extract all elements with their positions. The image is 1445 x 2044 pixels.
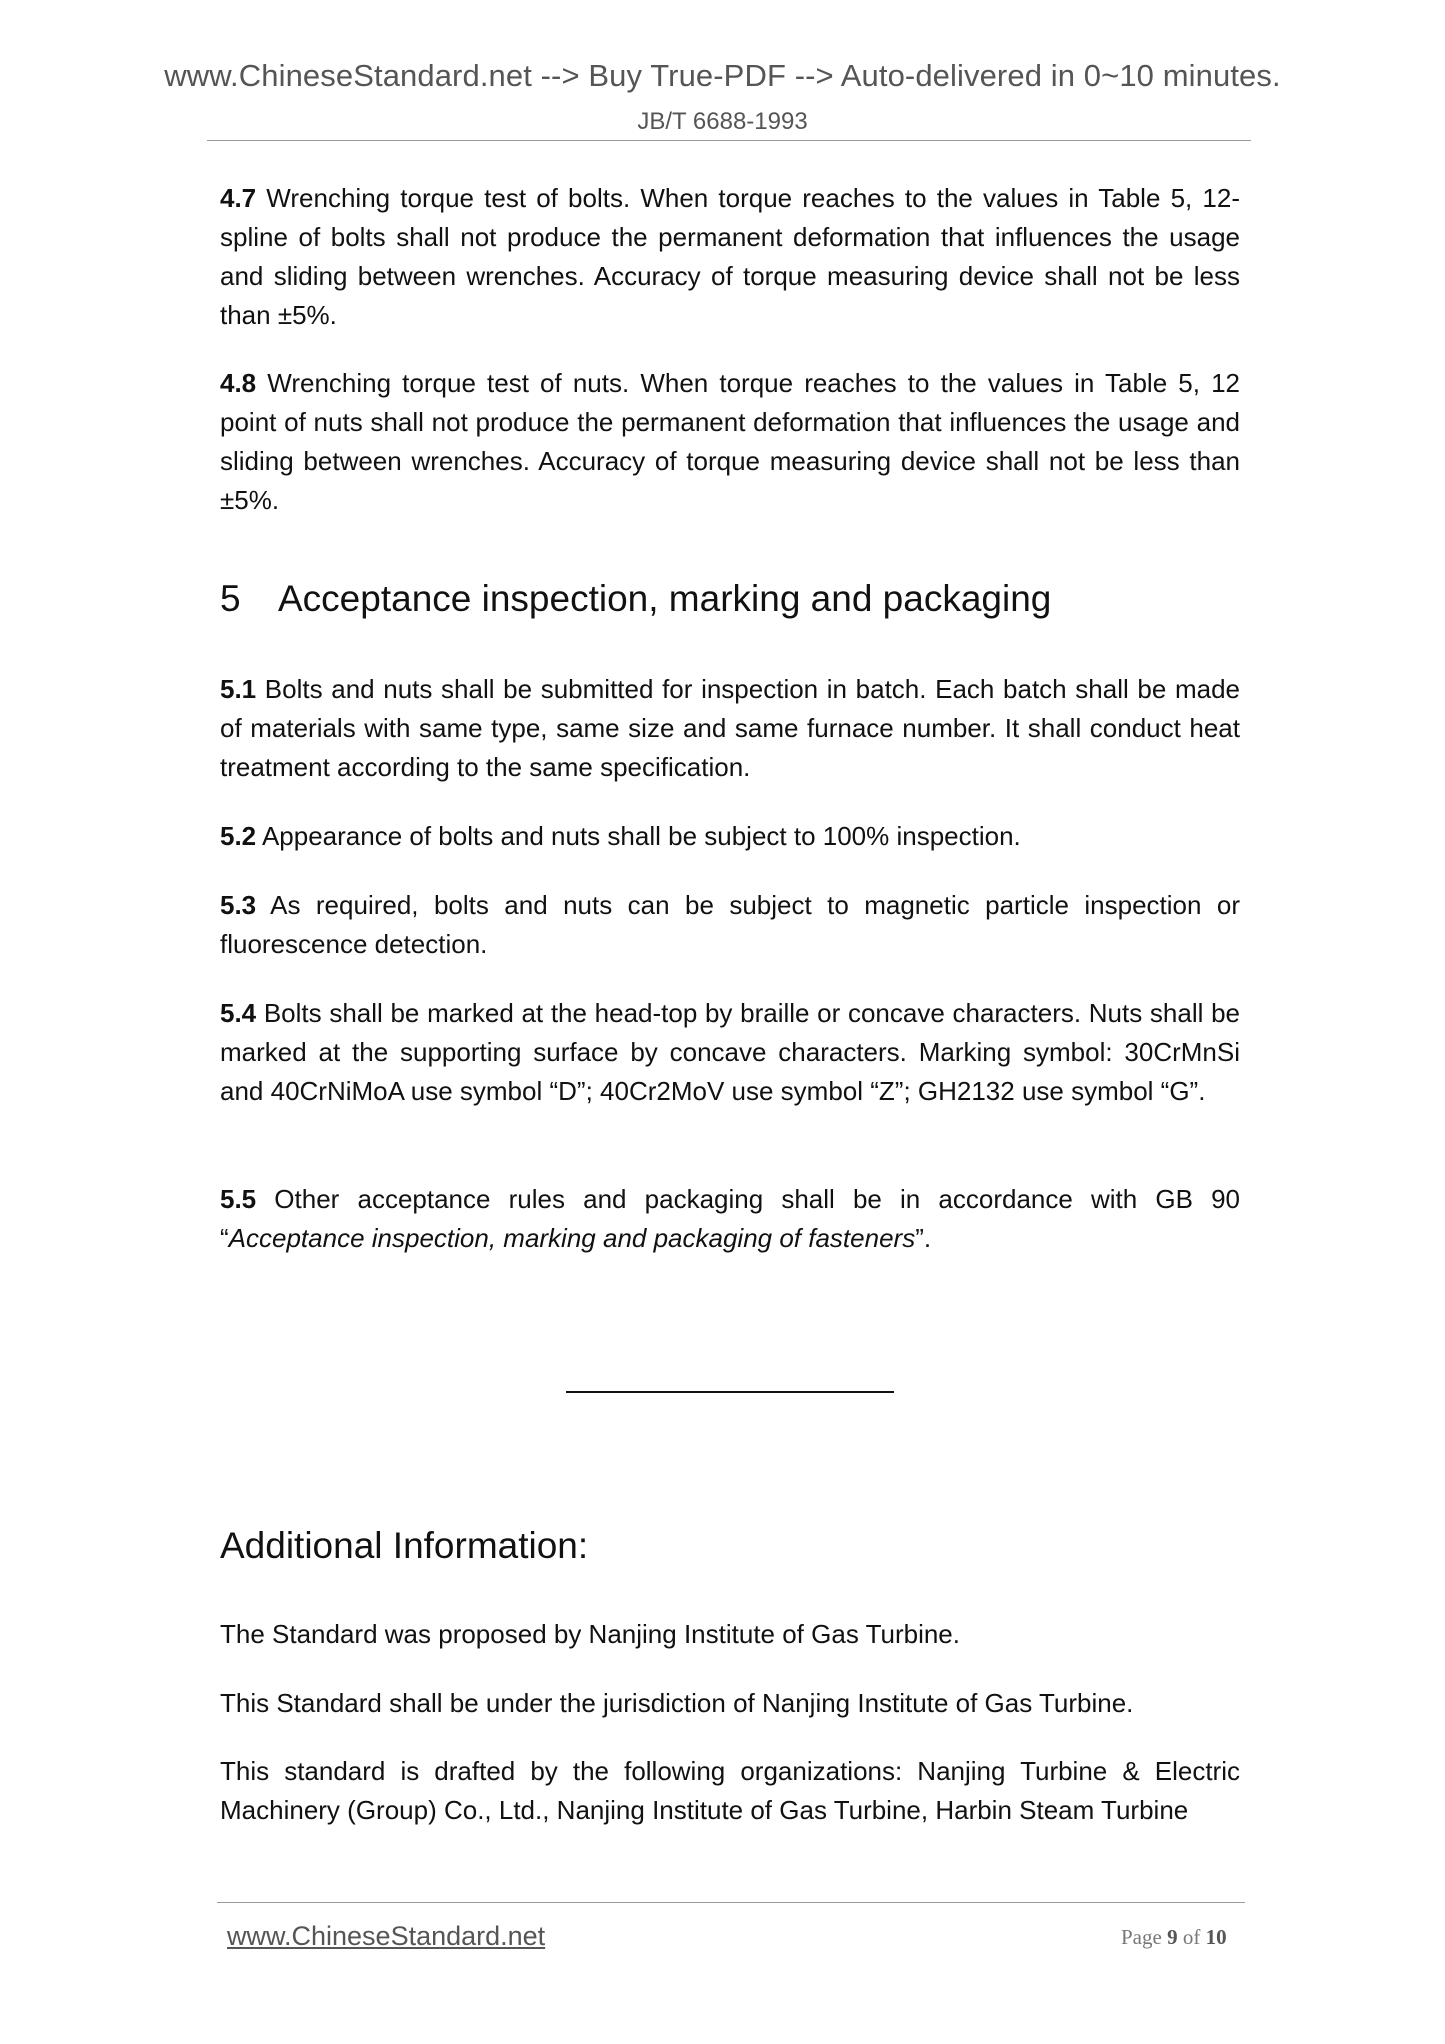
section-number: 5 (220, 578, 241, 619)
referenced-standard-title: Acceptance inspection, marking and packaging of fasteners (228, 1223, 916, 1253)
clause-number: 5.5 (220, 1184, 257, 1214)
clause-number: 5.4 (220, 998, 257, 1028)
page-indicator (1121, 1925, 1227, 1950)
header-divider (207, 140, 1251, 141)
page-of: of (1177, 1925, 1206, 1949)
footer-divider (217, 1902, 1245, 1903)
clause-text: Wrenching torque test of nuts. When torque reaches to the values in Table 5, 12 point of nuts shall not produce the permanent deformation that influences the usage and sliding between wrenches. Accuracy of torque measuring device shall not be less than ±5%. (220, 368, 1240, 515)
clause-text-end: ”. (915, 1223, 932, 1253)
clause-text: Wrenching torque test of bolts. When torque reaches to the values in Table 5, 12-spline of bolts shall not produce the permanent deformation that influences the usage and sliding between wrenches. Accuracy of torque measuring device shall not be less than ±5%. (220, 183, 1240, 330)
page-current: 9 (1167, 1925, 1178, 1949)
additional-paragraph: The Standard was proposed by Nanjing Institute of Gas Turbine. (220, 1619, 960, 1649)
additional-paragraph: This Standard shall be under the jurisdiction of Nanjing Institute of Gas Turbine. (220, 1688, 1134, 1718)
clause-text: As required, bolts and nuts can be subject to magnetic particle inspection or fluorescence detection. (220, 890, 1240, 959)
section-5-heading (220, 578, 1051, 620)
clause-5-5 (220, 1180, 1240, 1258)
standard-code: JB/T 6688-1993 (637, 108, 808, 135)
page-prefix: Page (1121, 1925, 1168, 1949)
clause-number: 5.3 (220, 890, 257, 920)
section-title: Acceptance inspection, marking and packaging (278, 578, 1052, 619)
clause-5-4 (220, 994, 1240, 1111)
clause-5-1 (220, 670, 1240, 787)
clause-number: 4.8 (220, 368, 257, 398)
clause-4-7 (220, 179, 1240, 335)
page-total: 10 (1205, 1925, 1227, 1949)
additional-info-heading: Additional Information: (220, 1525, 589, 1566)
end-of-text-rule (566, 1391, 894, 1393)
clause-5-2 (220, 817, 1240, 856)
clause-number: 5.1 (220, 674, 257, 704)
footer-site-link[interactable]: www.ChineseStandard.net (227, 1921, 546, 1951)
clause-text: Bolts and nuts shall be submitted for inspection in batch. Each batch shall be made of materials with same type, same size and same furnace number. It shall conduct heat treatment according to the same specification. (220, 674, 1240, 782)
clause-text: Bolts shall be marked at the head-top by braille or concave characters. Nuts shall be marked at the supporting surface by concave characters. Marking symbol: 30CrMnSi and 40CrNiMoA use symbol “D”; 40Cr2MoV use symbol “Z”; GH2132 use symbol “G”. (220, 998, 1240, 1106)
clause-text: Appearance of bolts and nuts shall be subject to 100% inspection. (256, 821, 1021, 851)
additional-paragraph: This standard is drafted by the following organizations: Nanjing Turbine & Electric Machinery (Group) Co., Ltd., Nanjing Institute of Gas Turbine, Harbin Steam Turbine (220, 1756, 1240, 1825)
clause-4-8 (220, 364, 1240, 520)
clause-text: Other acceptance rules and packaging shall be in accordance with GB 90 “ (220, 1184, 1240, 1253)
clause-5-3 (220, 886, 1240, 964)
header-banner: www.ChineseStandard.net --> Buy True-PDF --> Auto-delivered in 0~10 minutes. (164, 58, 1281, 93)
clause-number: 5.2 (220, 821, 257, 851)
clause-number: 4.7 (220, 183, 257, 213)
